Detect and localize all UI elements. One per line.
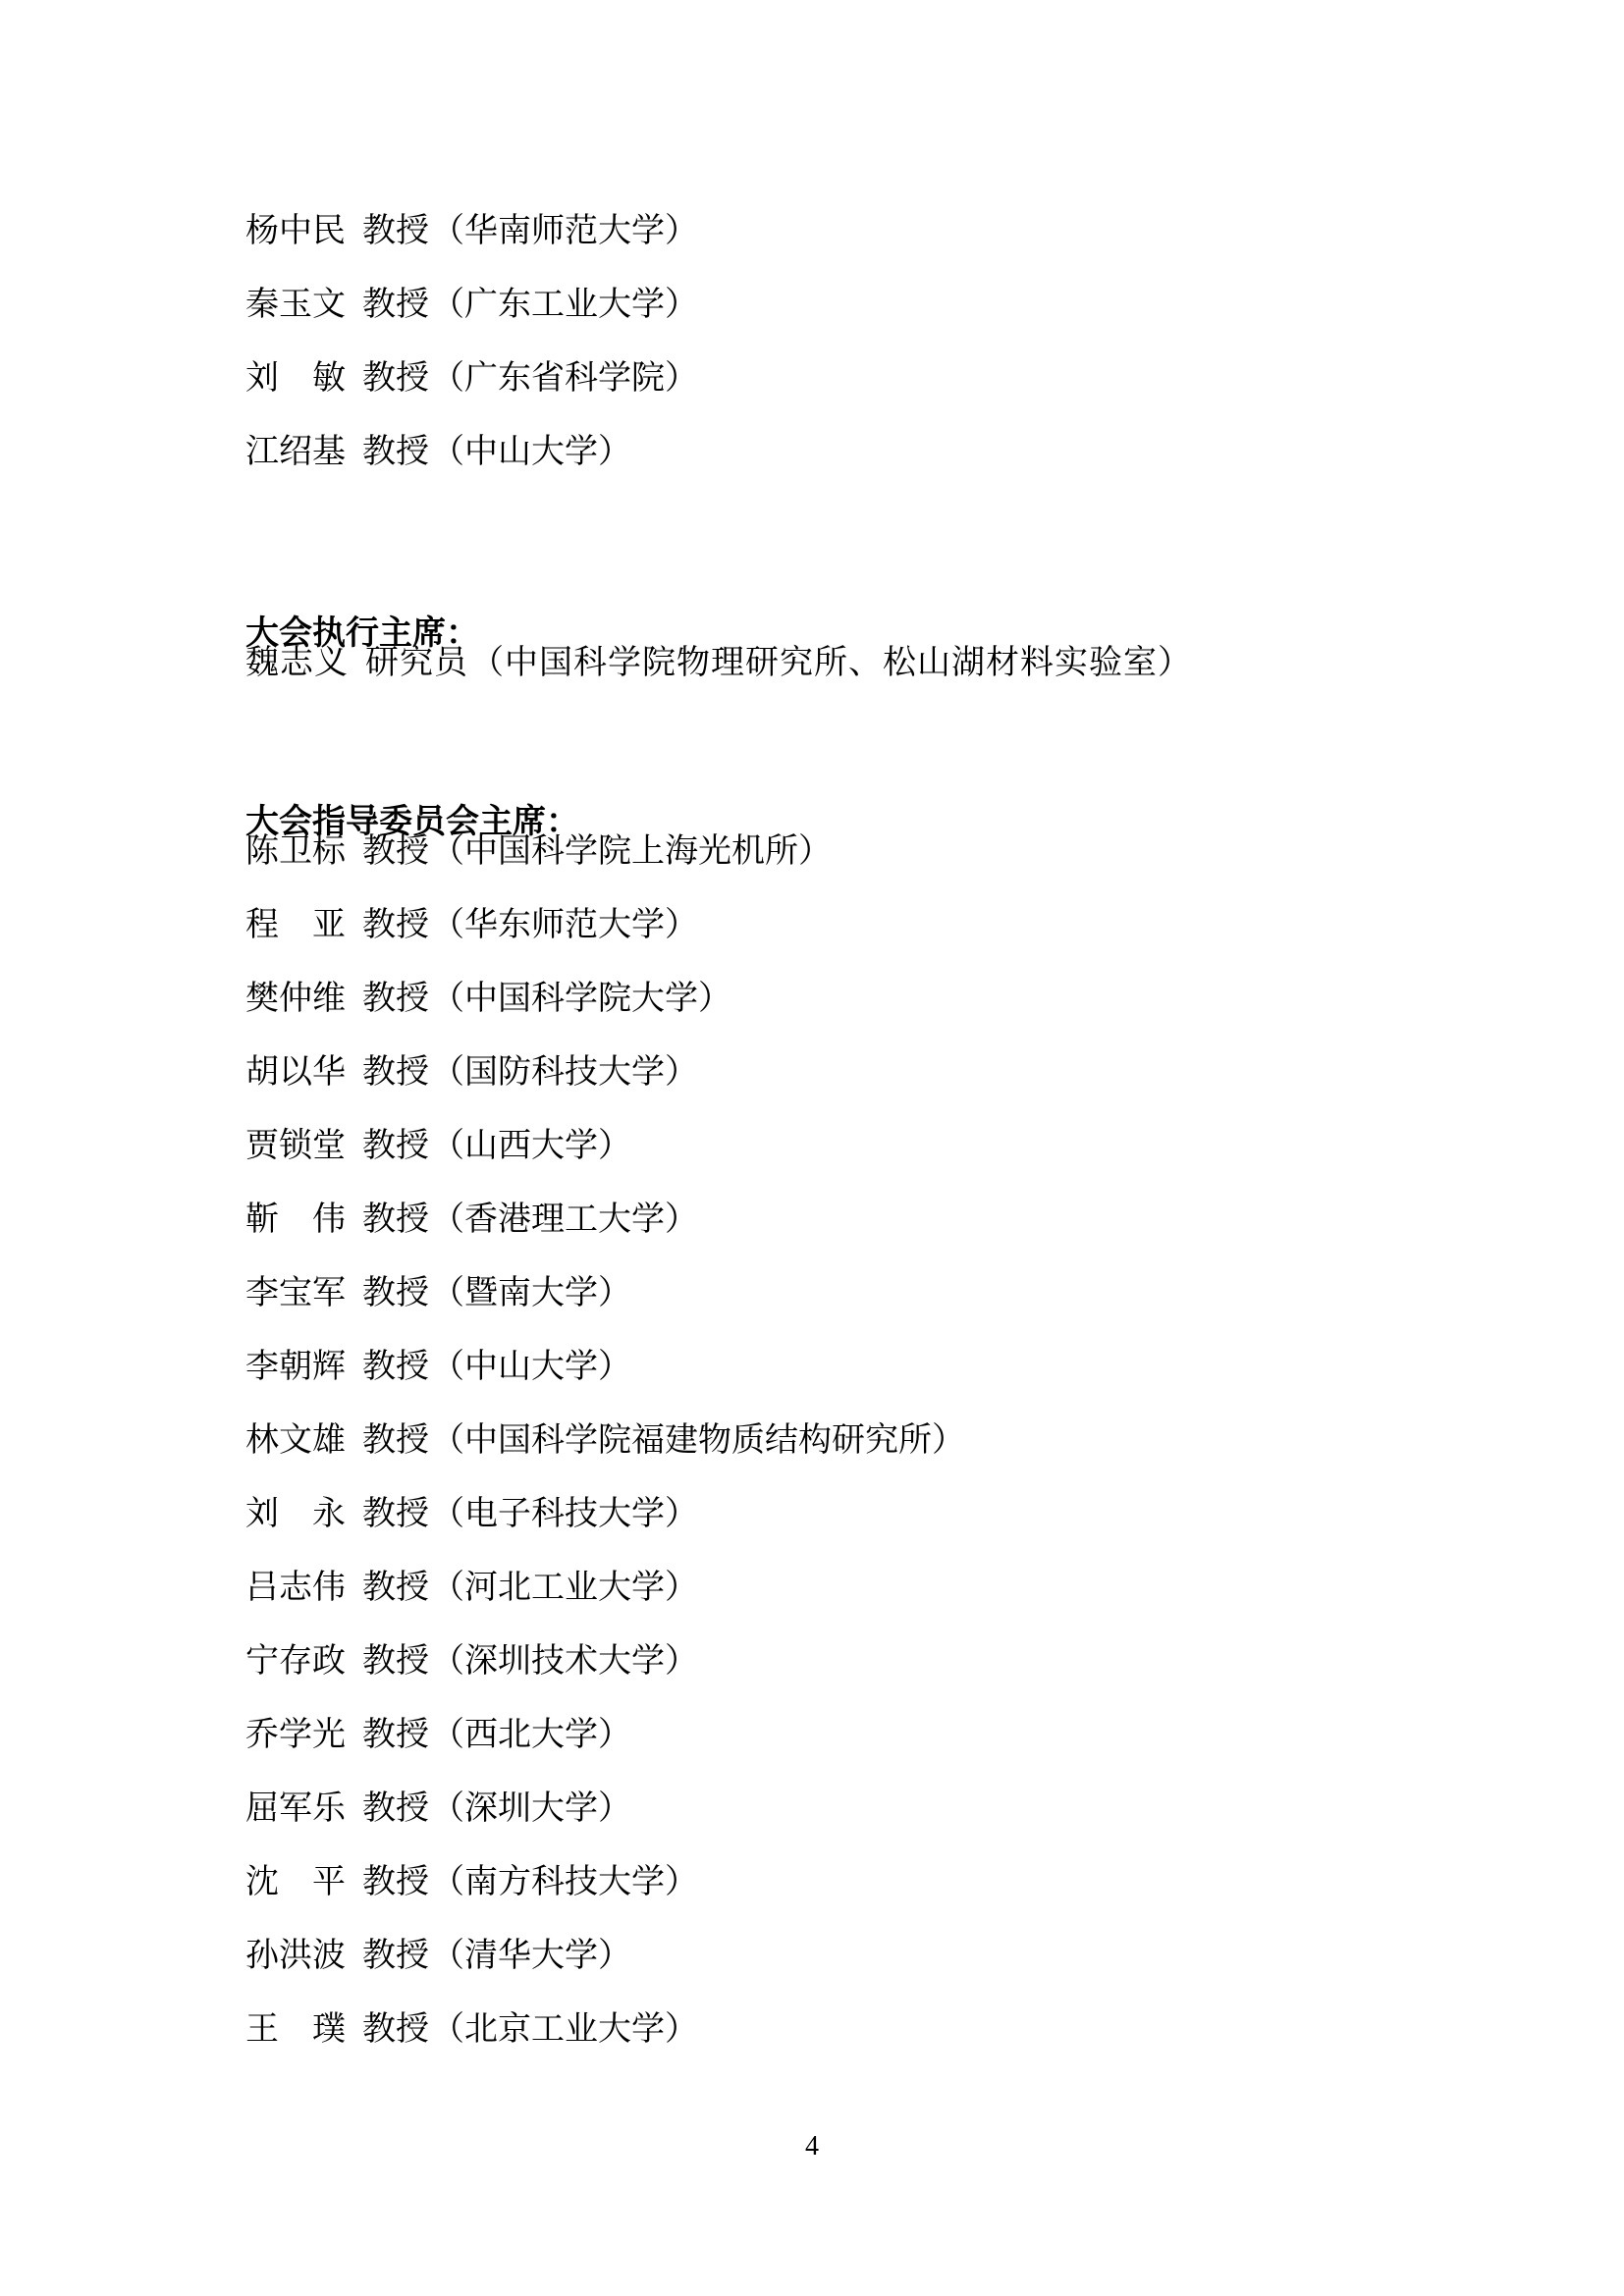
member-affiliation: （电子科技大学） [431,1495,698,1532]
member-title: 教授 [362,359,429,397]
member-row [245,1698,965,1772]
member-title: 教授 [362,1495,429,1532]
member-affiliation: （北京工业大学） [431,2010,698,2048]
member-name: 屈军乐 [245,1789,346,1827]
member-name: 杨中民 [245,212,346,249]
member-title: 教授 [362,1863,429,1900]
member-affiliation: （河北工业大学） [431,1569,698,1606]
member-title: 教授 [362,1127,429,1164]
member-affiliation: （中国科学院大学） [431,980,731,1017]
member-row [245,1625,965,1698]
member-row [245,1183,965,1256]
member-name: 刘 永 [245,1495,346,1532]
member-affiliation: （香港理工大学） [431,1201,698,1238]
member-affiliation: （华东师范大学） [431,906,698,943]
member-name: 沈 平 [245,1863,346,1900]
steering-committee-list [245,815,965,2066]
member-affiliation: （中国科学院福建物质结构研究所） [431,1421,965,1459]
member-title: 教授 [362,832,429,870]
member-row [245,1772,965,1845]
member-name: 李宝军 [245,1274,346,1311]
member-affiliation: （中山大学） [431,433,631,470]
member-title: 教授 [362,1274,429,1311]
member-row [245,268,698,342]
member-title: 教授 [362,286,429,323]
member-title: 教授 [362,1716,429,1753]
member-affiliation: （国防科技大学） [431,1053,698,1091]
member-affiliation: （中山大学） [431,1348,631,1385]
member-affiliation: （暨南大学） [431,1274,631,1311]
member-row [245,815,965,888]
member-title: 教授 [362,212,429,249]
member-name: 王 璞 [245,2010,346,2048]
member-name: 贾锁堂 [245,1127,346,1164]
member-name: 秦玉文 [245,286,346,323]
member-row [245,1404,965,1477]
member-name: 乔学光 [245,1716,346,1753]
member-row [245,415,698,489]
continued-member-list [245,194,698,489]
member-affiliation: （广东省科学院） [431,359,698,397]
member-title: 教授 [362,1421,429,1459]
member-title: 教授 [362,1053,429,1091]
member-row [245,1036,965,1109]
member-row [245,1919,965,1993]
member-row [245,1477,965,1551]
member-row [245,194,698,268]
member-name: 樊仲维 [245,980,346,1017]
member-name: 程 亚 [245,906,346,943]
member-name: 陈卫标 [245,832,346,870]
member-row [245,888,965,962]
member-affiliation: （西北大学） [431,1716,631,1753]
member-name: 林文雄 [245,1421,346,1459]
member-row [245,342,698,415]
member-name: 孙洪波 [245,1937,346,1974]
member-affiliation: （深圳大学） [431,1789,631,1827]
member-title: 教授 [362,1642,429,1680]
member-row [245,962,965,1036]
member-affiliation: （深圳技术大学） [431,1642,698,1680]
executive-chair-list [245,626,1192,700]
member-name: 刘 敏 [245,359,346,397]
member-title: 教授 [362,433,429,470]
member-title: 教授 [362,1569,429,1606]
member-name: 胡以华 [245,1053,346,1091]
member-title: 教授 [362,1201,429,1238]
member-title: 教授 [362,906,429,943]
member-name: 宁存政 [245,1642,346,1680]
member-name: 李朝辉 [245,1348,346,1385]
member-affiliation: （中国科学院物理研究所、松山湖材料实验室） [470,644,1192,681]
member-row [245,1551,965,1625]
member-row [245,1109,965,1183]
member-name: 魏志义 [245,644,349,681]
member-title: 研究员 [365,644,468,681]
member-row [245,1256,965,1330]
member-affiliation: （南方科技大学） [431,1863,698,1900]
member-affiliation: （中国科学院上海光机所） [431,832,832,870]
member-title: 教授 [362,1937,429,1974]
section-heading-executive-chair: 大会执行主席： [245,615,479,653]
page-number: 4 [805,2131,819,2162]
member-name: 吕志伟 [245,1569,346,1606]
member-affiliation: （华南师范大学） [431,212,698,249]
member-title: 教授 [362,2010,429,2048]
member-row [245,1845,965,1919]
member-affiliation: （广东工业大学） [431,286,698,323]
member-row [245,1330,965,1404]
member-title: 教授 [362,1348,429,1385]
member-row [245,1993,965,2066]
member-row [245,626,1192,700]
member-affiliation: （清华大学） [431,1937,631,1974]
section-heading-steering-committee-chairs: 大会指导委员会主席： [245,804,579,841]
member-title: 教授 [362,980,429,1017]
member-name: 靳 伟 [245,1201,346,1238]
member-name: 江绍基 [245,433,346,470]
member-title: 教授 [362,1789,429,1827]
member-affiliation: （山西大学） [431,1127,631,1164]
